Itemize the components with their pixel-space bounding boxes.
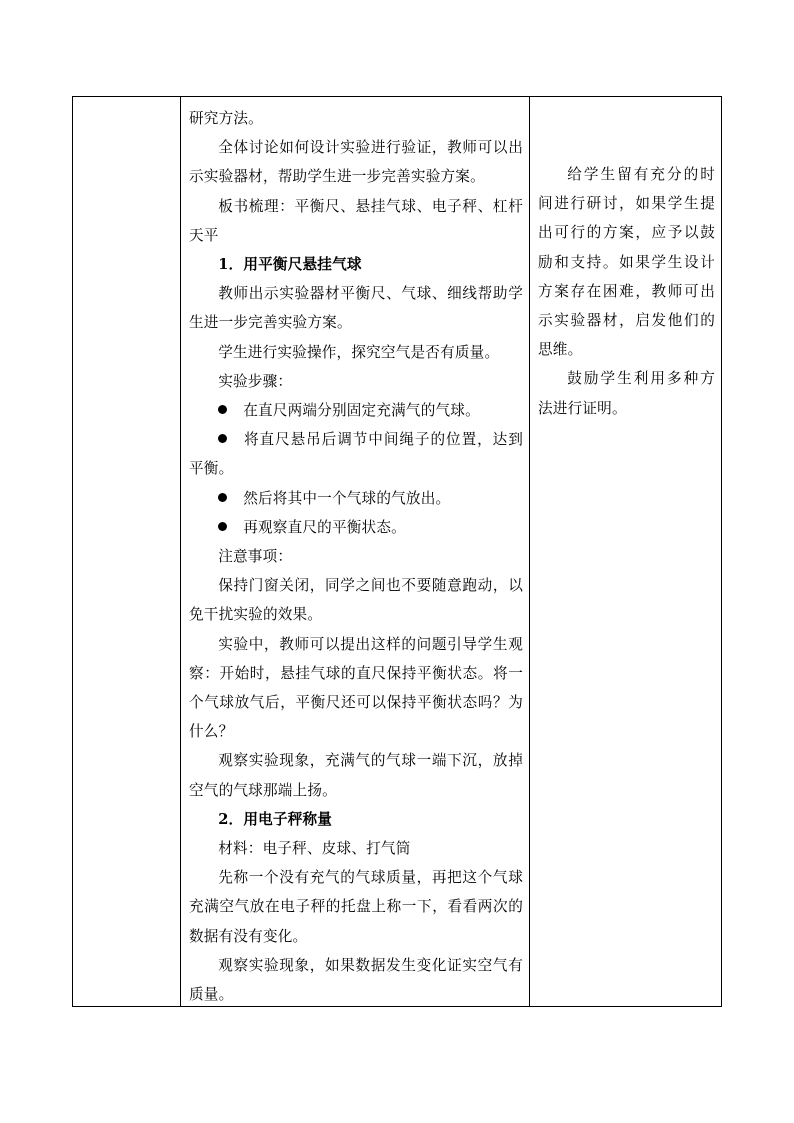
step-item: 然后将其中一个气球的气放出。 (189, 484, 523, 513)
paragraph: 注意事项： (218, 548, 293, 566)
paragraph: 板书梳理：平衡尺、悬挂气球、电子秤、杠杆天平 (189, 197, 523, 244)
paragraph: 保持门窗关闭，同学之间也不要随意跑动，以免干扰实验的效果。 (189, 577, 523, 624)
bullet-icon (218, 434, 227, 443)
paragraph: 实验中，教师可以提出这样的问题引导学生观察：开始时，悬挂气球的直尺保持平衡状态。将一个气球放气后，平衡尺还可以保持平衡状态吗？为什么？ (189, 635, 523, 741)
activity-column-cell (181, 97, 530, 1006)
step-item: 再观察直尺的平衡状态。 (189, 513, 523, 542)
step-item: 在直尺两端分别固定充满气的气球。 (189, 396, 523, 425)
paragraph: 给学生留有充分的时间进行研讨，如果学生提出可行的方案，应予以鼓励和支持。如果学生设计方案存在困难，教师可出示实验器材，启发他们的思维。 (538, 166, 715, 359)
bullet-icon (218, 405, 227, 414)
paragraph: 鼓励学生利用多种方法进行证明。 (538, 370, 715, 417)
stage-column-cell (73, 97, 181, 1006)
section-heading: 2．用电子秤称量 (218, 810, 333, 828)
bullet-icon (218, 522, 227, 531)
paragraph: 教师出示实验器材平衡尺、气球、细线帮助学生进一步完善实验方案。 (189, 285, 523, 332)
paragraph: 全体讨论如何设计实验进行验证，教师可以出示实验器材，帮助学生进一步完善实验方案。 (189, 139, 523, 186)
paragraph: 先称一个没有充气的气球质量，再把这个气球充满空气放在电子秤的托盘上称一下，看看两次的数据有没有变化。 (189, 869, 523, 945)
paragraph: 观察实验现象，充满气的气球一端下沉，放掉空气的气球那端上扬。 (189, 752, 523, 799)
intent-column-cell (530, 97, 721, 1006)
paragraph: 学生进行实验操作，探究空气是否有质量。 (218, 343, 500, 361)
paragraph: 材料：电子秤、皮球、打气筒 (218, 840, 411, 858)
paragraph: 实验步骤： (218, 372, 293, 390)
paragraph: 研究方法。 (189, 110, 263, 127)
bullet-icon (218, 493, 227, 502)
lesson-table (72, 96, 722, 1007)
paragraph: 观察实验现象，如果数据发生变化证实空气有质量。 (189, 956, 523, 1004)
step-item: 将直尺悬吊后调节中间绳子的位置，达到平衡。 (189, 431, 523, 478)
section-heading: 1．用平衡尺悬挂气球 (218, 256, 362, 274)
